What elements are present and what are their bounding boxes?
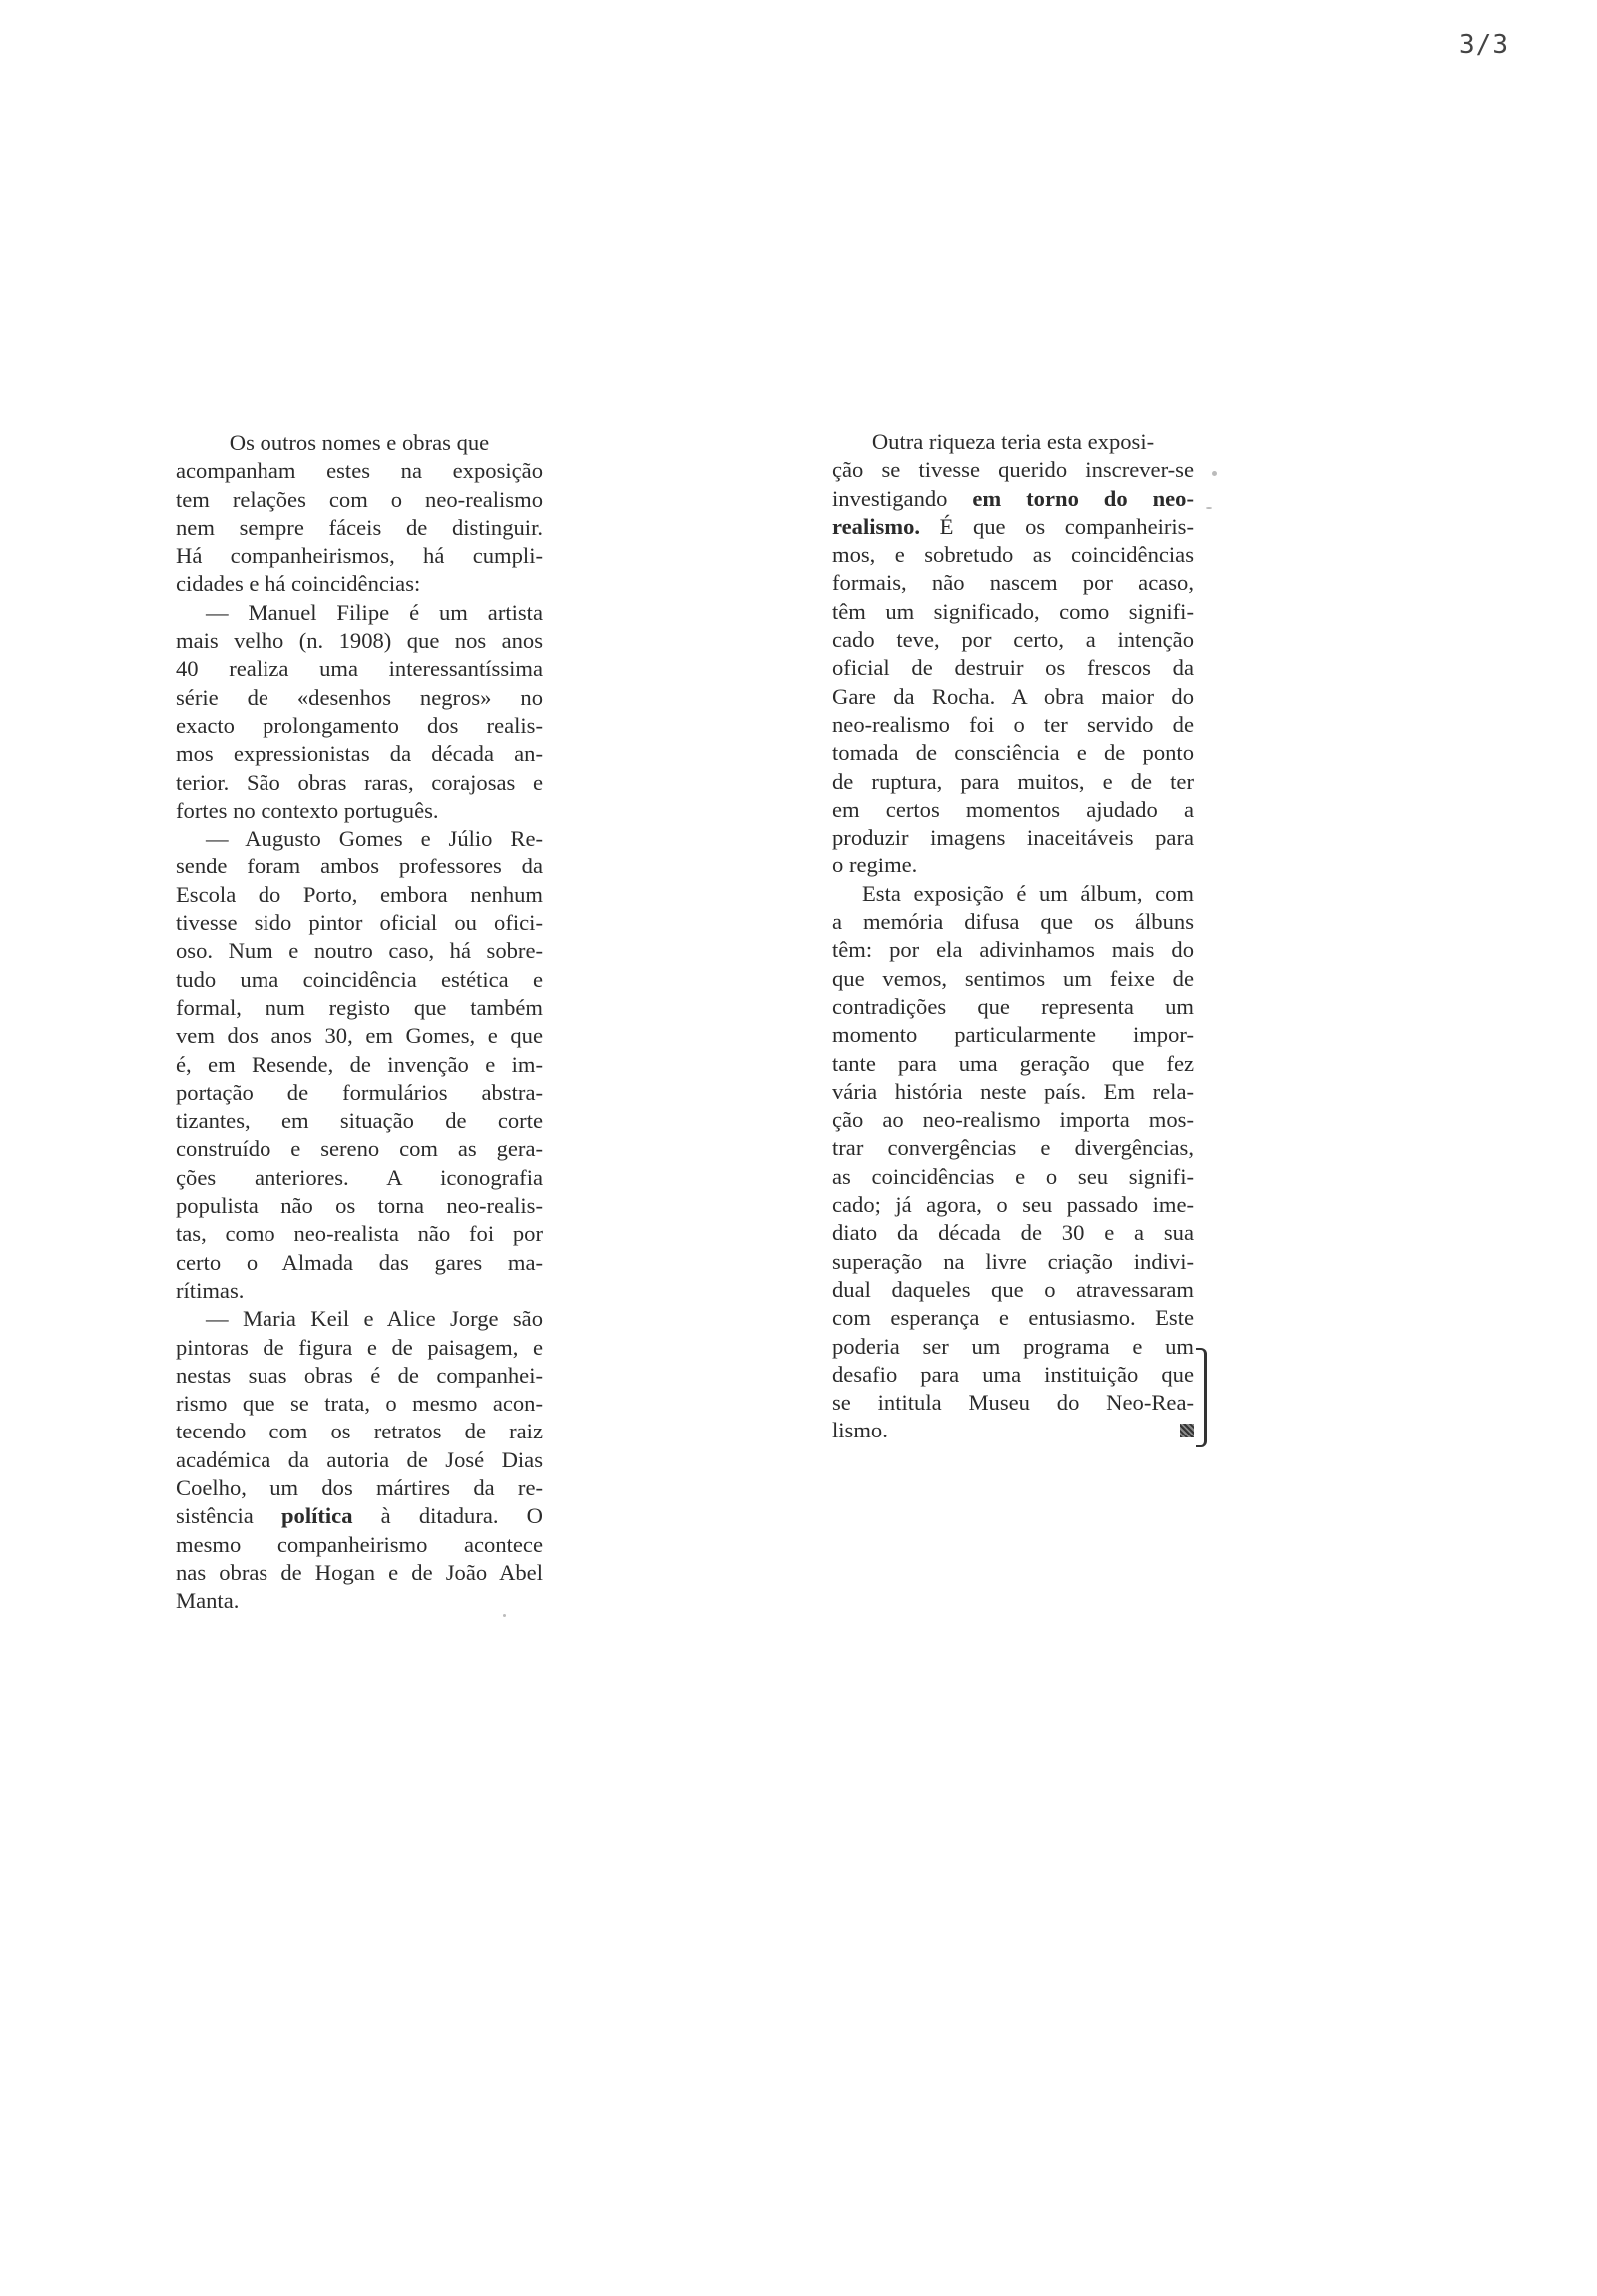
text-line: académica da autoria de José Dias [176,1446,543,1472]
text-line: tas, como neo-realista não foi por [176,1221,543,1247]
text-line: de ruptura, para muitos, e de ter [832,768,1194,794]
text-line: tizantes, em situação de corte [176,1108,543,1134]
text-line-end [832,1417,1194,1444]
text-fragment: sistência [176,1503,254,1529]
text-line: terior. São obras raras, corajosas e [176,769,543,795]
text-line: nas obras de Hogan e de João Abel [176,1559,543,1585]
text-line: fortes no contexto português. [176,797,439,823]
text-line: produzir imagens inaceitáveis para [832,825,1194,851]
text-line: acompanham estes na exposição [176,458,543,484]
scan-speck [1206,507,1212,509]
text-line: cado; já agora, o seu passado ime- [832,1192,1194,1218]
text-line: em certos momentos ajudado a [832,796,1194,822]
text-line: têm: por ela adivinhamos mais do [832,937,1194,963]
text-line-mixed [176,1502,543,1530]
text-line: portação de formulários abstra- [176,1079,543,1105]
text-line: superação na livre criação indivi- [832,1248,1194,1274]
margin-bracket-mark [1196,1348,1207,1447]
article-end-mark-icon [1180,1424,1194,1437]
text-line: as coincidências e o seu signifi- [832,1163,1194,1189]
text-line: cado teve, por certo, a intenção [832,627,1194,653]
text-line: 40 realiza uma interessantíssima [176,656,543,682]
text-line: tudo uma coincidência estética e [176,966,543,992]
text-line: mais velho (n. 1908) que nos anos [176,628,543,654]
scan-speck [503,1614,506,1617]
text-line: série de «desenhos negros» no [176,684,543,710]
text-line: com esperança e entusiasmo. Este [832,1305,1194,1331]
text-fragment: É que os companheiris- [939,513,1194,539]
text-line: momento particularmente impor- [832,1022,1194,1048]
text-line: ção ao neo-realismo importa mos- [832,1107,1194,1133]
text-line: poderia ser um programa e um [832,1333,1194,1359]
text-line: exacto prolongamento dos realis- [176,712,543,738]
text-fragment: investigando [832,485,948,511]
text-line: tante para uma geração que fez [832,1050,1194,1076]
text-line: rismo que se trata, o mesmo acon- [176,1391,543,1417]
text-line-mixed [832,485,1194,513]
text-line: — Manuel Filipe é um artista [206,599,543,625]
text-line: Os outros nomes e obras que [229,430,490,455]
text-line: vária história neste país. Em rela- [832,1078,1194,1104]
text-line: Outra riqueza teria esta exposi- [871,429,1155,454]
text-line: Manta. [176,1588,240,1614]
text-line: desafio para uma instituição que [832,1361,1194,1387]
text-line: formais, não nascem por acaso, [832,570,1194,596]
text-line: a memória difusa que os álbuns [832,909,1194,935]
text-line: ções anteriores. A iconografia [176,1164,543,1190]
article-column-right [832,428,1194,1445]
bold-text-fragment: em torno do neo- [972,485,1194,511]
text-line: certo o Almada das gares ma- [176,1249,543,1275]
page-number: 3/3 [1459,30,1509,60]
article-column-left [176,429,543,1615]
text-line: rítimas. [176,1277,245,1303]
text-line: nem sempre fáceis de distinguir. [176,514,543,540]
text-line: contradições que representa um [832,993,1194,1019]
scan-speck [1212,471,1217,476]
text-line: têm um significado, como signifi- [832,598,1194,624]
text-line: Há companheirismos, há cumpli- [176,543,543,569]
text-line: mesmo companheirismo acontece [176,1531,543,1557]
text-line: que vemos, sentimos um feixe de [832,965,1194,991]
text-line: Escola do Porto, embora nenhum [176,881,543,907]
text-fragment: à ditadura. O [380,1503,543,1529]
text-line: tivesse sido pintor oficial ou ofici- [176,910,543,936]
text-line: se intitula Museu do Neo-Rea- [832,1390,1194,1416]
text-line: nestas suas obras é de companhei- [176,1362,543,1388]
text-line: oficial de destruir os frescos da [832,655,1194,681]
text-line: construído e sereno com as gera- [176,1136,543,1162]
text-line: ção se tivesse querido inscrever-se [832,457,1194,483]
text-line: oso. Num e noutro caso, há sobre- [176,938,543,964]
text-line: — Maria Keil e Alice Jorge são [206,1306,543,1332]
text-line: Esta exposição é um álbum, com [862,880,1194,906]
text-line: sende foram ambos professores da [176,854,543,879]
text-line: tomada de consciência e de ponto [832,740,1194,766]
text-fragment: lismo. [832,1418,888,1443]
text-line: vem dos anos 30, em Gomes, e que [176,1023,543,1049]
text-line: é, em Resende, de invenção e im- [176,1051,543,1077]
text-line: cidades e há coincidências: [176,571,421,597]
text-line-mixed [832,513,1194,541]
text-line: — Augusto Gomes e Júlio Re- [206,826,543,852]
text-line: formal, num registo que também [176,994,543,1020]
text-line: tecendo com os retratos de raiz [176,1419,543,1444]
bold-text-fragment: política [280,1503,353,1529]
text-line: dual daqueles que o atravessaram [832,1276,1194,1302]
text-line: mos expressionistas da década an- [176,741,543,767]
text-line: populista não os torna neo-realis- [176,1193,543,1219]
text-line: pintoras de figura e de paisagem, e [176,1334,543,1360]
text-line: tem relações com o neo-realismo [176,486,543,512]
text-line: mos, e sobretudo as coincidências [832,542,1194,568]
text-line: diato da década de 30 e a sua [832,1220,1194,1246]
text-line: neo-realismo foi o ter servido de [832,711,1194,737]
text-line: Gare da Rocha. A obra maior do [832,683,1194,709]
bold-text-fragment: realismo. [832,513,921,539]
text-line: o regime. [832,853,918,878]
text-line: Coelho, um dos mártires da re- [176,1474,543,1500]
text-line: trar convergências e divergências, [832,1135,1194,1161]
